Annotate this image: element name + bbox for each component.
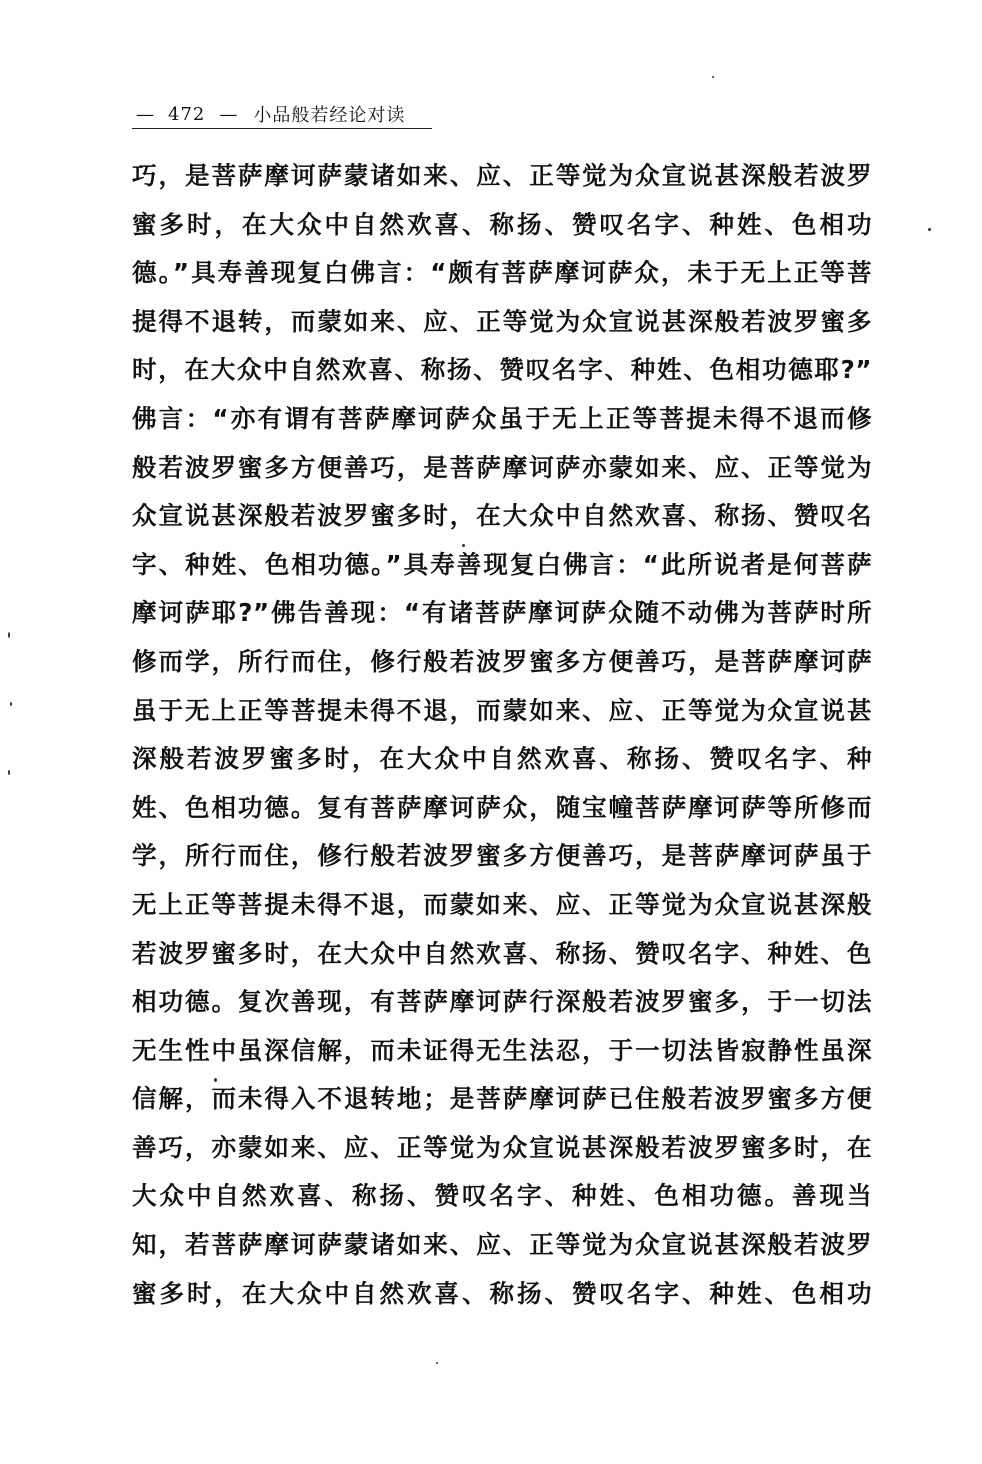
text-line: 无生性中虽深信解，而未证得无生法忍，于一切法皆寂静性虽深 (132, 1035, 872, 1065)
header-rule (132, 128, 432, 129)
scan-speck (436, 1362, 438, 1364)
text-line: 众宣说甚深般若波罗蜜多时，在大众中自然欢喜、称扬、赞叹名 (132, 501, 872, 531)
header-dash-left: — (136, 103, 154, 125)
text-line: 时，在大众中自然欢喜、称扬、赞叹名字、种姓、色相功德耶?” (132, 355, 872, 385)
text-line: 大众中自然欢喜、称扬、赞叹名字、种姓、色相功德。善现当 (132, 1181, 872, 1211)
text-line: 提得不退转，而蒙如来、应、正等觉为众宣说甚深般若波罗蜜多 (132, 306, 872, 336)
text-line: 般若波罗蜜多方便善巧，是菩萨摩诃萨亦蒙如来、应、正等觉为 (132, 452, 872, 482)
page-number: 472 (168, 103, 206, 125)
text-line: 虽于无上正等菩提未得不退，而蒙如来、应、正等觉为众宣说甚 (132, 695, 872, 725)
text-line: 知，若菩萨摩诃萨蒙诸如来、应、正等觉为众宣说甚深般若波罗 (132, 1230, 872, 1260)
header-dash-right: — (219, 103, 238, 125)
text-line: 德。”具寿善现复白佛言：“颇有菩萨摩诃萨众，未于无上正等菩 (132, 258, 872, 288)
scan-speck (928, 228, 931, 231)
text-line: 若波罗蜜多时，在大众中自然欢喜、称扬、赞叹名字、种姓、色 (132, 938, 872, 968)
text-line: 善巧，亦蒙如来、应、正等觉为众宣说甚深般若波罗蜜多时，在 (132, 1132, 872, 1162)
text-line: 蜜多时，在大众中自然欢喜、称扬、赞叹名字、种姓、色相功 (132, 209, 872, 239)
scan-speck (214, 1078, 217, 1082)
text-line: 无上正等菩提未得不退，而蒙如来、应、正等觉为众宣说甚深般 (132, 889, 872, 919)
scan-speck (8, 632, 10, 638)
body-text (132, 152, 872, 1318)
text-line: 蜜多时，在大众中自然欢喜、称扬、赞叹名字、种姓、色相功 (132, 1278, 872, 1308)
running-header (132, 98, 405, 130)
text-line: 修而学，所行而住，修行般若波罗蜜多方便善巧，是菩萨摩诃萨 (132, 646, 872, 676)
book-title: 小品般若经论对读 (253, 105, 406, 126)
scan-speck (8, 770, 10, 775)
text-line: 信解，而未得入不退转地；是菩萨摩诃萨已住般若波罗蜜多方便 (132, 1084, 872, 1114)
text-line: 姓、色相功德。复有菩萨摩诃萨众，随宝幢菩萨摩诃萨等所修而 (132, 792, 872, 822)
text-line: 巧，是菩萨摩诃萨蒙诸如来、应、正等觉为众宣说甚深般若波罗 (132, 161, 872, 190)
text-line: 相功德。复次善现，有菩萨摩诃萨行深般若波罗蜜多，于一切法 (132, 987, 872, 1017)
scan-speck (10, 702, 12, 706)
scan-speck (462, 544, 465, 547)
scan-speck (712, 76, 714, 78)
text-line: 佛言：“亦有谓有菩萨摩诃萨众虽于无上正等菩提未得不退而修 (132, 403, 872, 433)
text-line: 深般若波罗蜜多时，在大众中自然欢喜、称扬、赞叹名字、种 (132, 744, 872, 774)
text-line: 字、种姓、色相功德。”具寿善现复白佛言：“此所说者是何菩萨 (132, 549, 872, 579)
text-line: 学，所行而住，修行般若波罗蜜多方便善巧，是菩萨摩诃萨虽于 (132, 841, 872, 871)
text-line: 摩诃萨耶?”佛告善现：“有诸菩萨摩诃萨众随不动佛为菩萨时所 (132, 598, 872, 628)
